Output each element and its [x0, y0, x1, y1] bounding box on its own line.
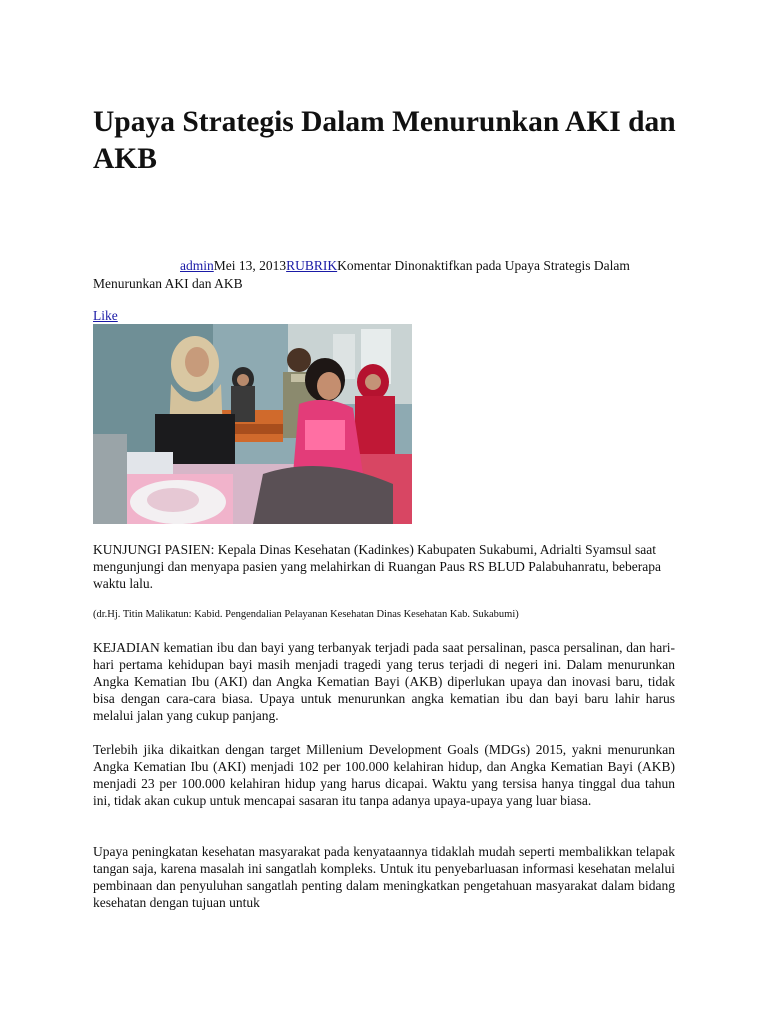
paragraph-2: Terlebih jika dikaitkan dengan target Millenium Development Goals (MDGs) 2015, yakni menurunkan Angka Kematian Ibu (AKI) menjadi 102 per 100.000 kelahiran hidup, dan Angka Kematian Bayi (AKB) menjadi 23 per 100.000 kelahiran hidup yang harus dicapai. Waktu yang tersisa hanya tinggal dua tahun ini, tidak akan cukup untuk mencapai sasaran itu tanpa adanya upaya-upaya yang luar biasa.	[93, 742, 675, 808]
like-link[interactable]: Like	[93, 308, 118, 323]
category-link[interactable]: RUBRIK	[286, 258, 338, 273]
hospital-visit-photo	[93, 324, 412, 524]
post-date: Mei 13, 2013	[213, 258, 287, 273]
author-credit: (dr.Hj. Titin Malikatun: Kabid. Pengendalian Pelayanan Kesehatan Dinas Kesehatan Kab. Sukabumi)	[93, 609, 519, 620]
article-photo	[93, 324, 412, 524]
comments-note: Komentar Dinonaktifkan pada Upaya Strategis Dalam Menurunkan AKI dan AKB	[93, 258, 630, 291]
photo-caption: KUNJUNGI PASIEN: Kepala Dinas Kesehatan (Kadinkes) Kabupaten Sukabumi, Adrialti Syamsul saat mengunjungi dan menyapa pasien yang melahirkan di Ruangan Paus RS BLUD Palabuhanratu, beberapa waktu lalu.	[93, 542, 661, 591]
author-link[interactable]: admin	[180, 258, 214, 273]
paragraph-1: KEJADIAN kematian ibu dan bayi yang terbanyak terjadi pada saat persalinan, pasca persalinan, dan hari-hari pertama kehidupan bayi masih menjadi tragedi yang terus terjadi di negeri ini. Dalam menurunkan Angka Kematian Ibu (AKI) dan Angka Kematian Bayi (AKB) diperlukan upaya dan inovasi baru, tidak bisa dengan cara-cara biasa. Upaya untuk menurunkan angka kematian ibu dan bayi baru lahir harus melalui jalan yang cukup panjang.	[93, 640, 675, 723]
article-title: Upaya Strategis Dalam Menurunkan AKI dan AKB	[93, 106, 676, 175]
article-meta	[93, 257, 683, 293]
paragraph-3: Upaya peningkatan kesehatan masyarakat pada kenyataannya tidaklah mudah seperti membalikkan telapak tangan saja, karena masalah ini sangatlah kompleks. Untuk itu penyebarluasan informasi kesehatan melalui pembinaan dan penyuluhan sangatlah penting dalam meningkatkan pengetahuan masyarakat dalam bidang kesehatan dengan tujuan untuk	[93, 844, 675, 910]
